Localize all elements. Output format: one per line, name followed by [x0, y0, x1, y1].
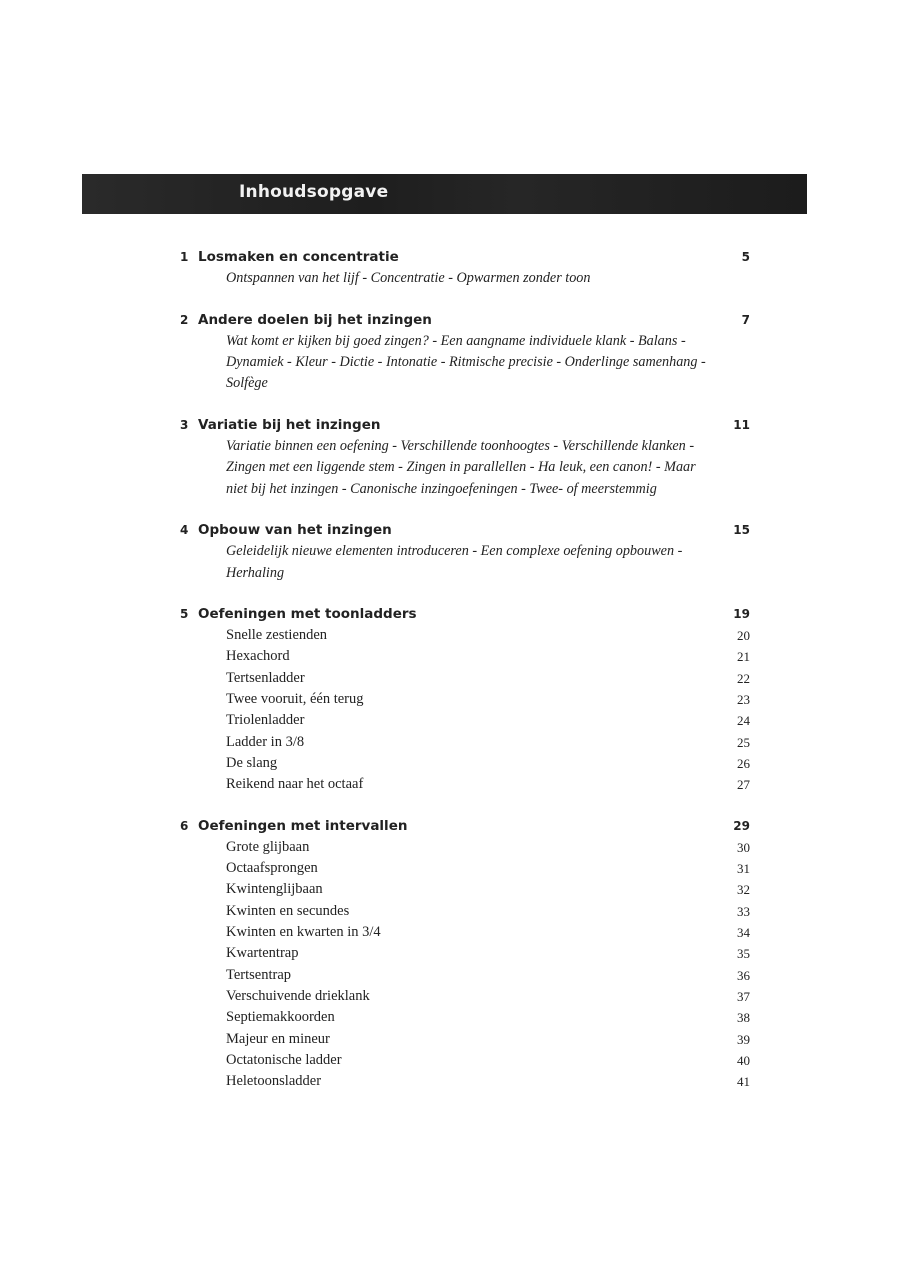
toc-section: [180, 604, 750, 796]
toc-entry: [180, 625, 750, 646]
toc-entry: [180, 837, 750, 858]
section-title: Andere doelen bij het inzingen: [198, 311, 432, 328]
entry-page: 24: [737, 713, 750, 729]
toc-entry: [180, 774, 750, 795]
entry-page: 37: [737, 988, 750, 1004]
entry-title: Majeur en mineur: [226, 1030, 330, 1047]
entry-title: Verschuivende drieklank: [226, 987, 370, 1004]
table-of-contents: [180, 247, 750, 1112]
entry-page: 23: [737, 692, 750, 708]
toc-entry: [180, 965, 750, 986]
section-title: Oefeningen met intervallen: [198, 817, 408, 834]
section-number: 1: [180, 250, 189, 264]
toc-entry: [180, 689, 750, 710]
toc-section: [180, 816, 750, 1093]
entry-title: Octatonische ladder: [226, 1051, 342, 1068]
entry-page: 30: [737, 839, 750, 855]
entry-page: 27: [737, 777, 750, 793]
entry-title: Septiemakkoorden: [226, 1009, 335, 1026]
section-page: 11: [733, 417, 750, 432]
entry-title: Kwinten en kwarten in 3/4: [226, 924, 381, 941]
entry-title: Grote glijbaan: [226, 838, 310, 855]
title-banner: [82, 174, 807, 214]
section-description: Variatie binnen een oefening - Verschillende toonhoogtes - Verschillende klanken - Zingen met een liggende stem - Zingen in parallellen - Ha leuk, een canon! - Maar niet bij het inzingen - Canonische inzingoefeningen - Twee- of meerstemmig: [226, 438, 696, 497]
section-page: 7: [741, 312, 750, 327]
entry-page: 33: [737, 903, 750, 919]
section-heading: [180, 816, 750, 837]
toc-entry: [180, 753, 750, 774]
entry-title: De slang: [226, 754, 278, 771]
toc-section: [180, 310, 750, 395]
section-heading: [180, 520, 750, 541]
section-number: 2: [180, 312, 189, 327]
entry-title: Hexachord: [226, 648, 290, 665]
toc-entry: [180, 986, 750, 1007]
section-page: 29: [733, 818, 750, 833]
section-heading: [180, 247, 750, 268]
entry-page: 36: [737, 967, 750, 983]
entry-page: 26: [737, 755, 750, 771]
toc-entry: [180, 1071, 750, 1092]
entry-title: Kwinten en secundes: [226, 902, 350, 919]
toc-section: [180, 520, 750, 584]
section-description: Ontspannen van het lijf - Concentratie - Opwarmen zonder toon: [226, 270, 591, 287]
entry-page: 41: [737, 1074, 750, 1090]
section-title: Oefeningen met toonladders: [198, 605, 417, 622]
entry-title: Tertsentrap: [226, 966, 292, 983]
entry-title: Heletoonsladder: [226, 1073, 322, 1090]
section-number: 4: [180, 522, 189, 537]
section-heading: [180, 604, 750, 625]
section-page: 19: [733, 606, 750, 621]
entry-page: 39: [737, 1031, 750, 1047]
toc-entry: [180, 943, 750, 964]
section-title: Opbouw van het inzingen: [198, 521, 392, 538]
toc-entry: [180, 646, 750, 667]
toc-entry: [180, 901, 750, 922]
page-title: Inhoudsopgave: [239, 182, 389, 202]
entry-page: 25: [737, 734, 750, 750]
section-title: Variatie bij het inzingen: [198, 416, 381, 433]
entry-page: 34: [737, 925, 750, 941]
entry-title: Ladder in 3/8: [226, 733, 305, 750]
entry-title: Snelle zestienden: [226, 627, 328, 644]
section-heading: [180, 415, 750, 436]
entry-page: 20: [737, 628, 750, 644]
section-heading: [180, 310, 750, 331]
entry-title: Triolenladder: [226, 712, 305, 729]
section-number: 3: [180, 417, 189, 432]
section-number: 5: [180, 606, 189, 621]
entry-title: Twee vooruit, één terug: [226, 691, 364, 708]
entry-page: 38: [737, 1010, 750, 1026]
section-page: 15: [733, 522, 750, 537]
entry-page: 21: [737, 649, 750, 665]
toc-entry: [180, 710, 750, 731]
section-description: Geleidelijk nieuwe elementen introduceren - Een complexe oefening opbouwen - Herhaling: [226, 543, 683, 581]
toc-entry: [180, 732, 750, 753]
toc-section: [180, 247, 750, 290]
entry-page: 40: [737, 1052, 750, 1068]
toc-entry: [180, 1007, 750, 1028]
section-page: 5: [741, 250, 750, 264]
section-number: 6: [180, 818, 189, 833]
entry-title: Kwartentrap: [226, 945, 299, 962]
entry-page: 32: [737, 882, 750, 898]
section-description: Wat komt er kijken bij goed zingen? - Een aangname individuele klank - Balans - Dynamiek - Kleur - Dictie - Intonatie - Ritmische precisie - Onderlinge samenhang - Solfège: [226, 332, 706, 392]
entry-title: Octaafsprongen: [226, 860, 318, 877]
toc-entry: [180, 1050, 750, 1071]
toc-section: [180, 415, 750, 500]
toc-entry: [180, 1029, 750, 1050]
toc-entry: [180, 668, 750, 689]
entry-page: 35: [737, 946, 750, 962]
entry-page: 22: [737, 670, 750, 686]
entry-page: 31: [737, 861, 750, 877]
entry-title: Kwintenglijbaan: [226, 881, 323, 898]
section-title: Losmaken en concentratie: [198, 249, 399, 265]
entry-title: Reikend naar het octaaf: [226, 776, 364, 793]
toc-entry: [180, 922, 750, 943]
toc-entry: [180, 879, 750, 900]
toc-entry: [180, 858, 750, 879]
entry-title: Tertsenladder: [226, 669, 305, 686]
